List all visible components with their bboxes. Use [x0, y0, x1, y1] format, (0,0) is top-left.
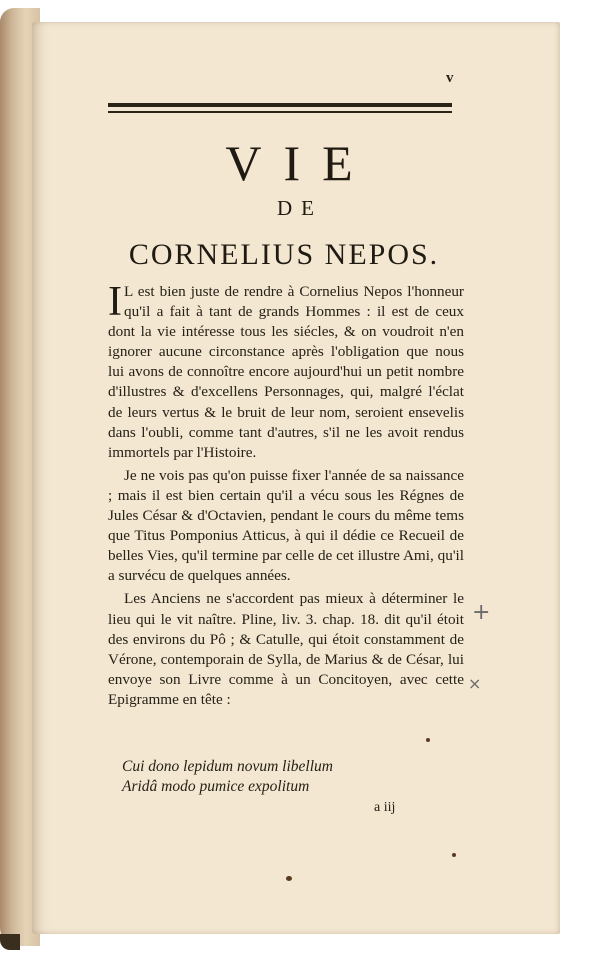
- title-name: CORNELIUS NEPOS.: [128, 238, 440, 271]
- foxing-spot: [286, 876, 292, 881]
- quote-line-2: Aridâ modo pumice expolitum: [122, 778, 310, 795]
- epigram-quote: [122, 757, 333, 797]
- paragraph-2: Je ne vois pas qu'on puisse fixer l'année de sa naissance ; mais il est bien certain qu'il a vécu sous les Régnes de Jules César & d'Octavien, pendant le cours du même tems que Titus Pomponius Atticus, à qui il dédie ce Recueil de belles Vies, qu'il termine par celle de cet illustre Ami, qu'il a survécu de quelques années.: [108, 466, 464, 585]
- header-rule-thick: [108, 103, 452, 107]
- pencil-x-mark: ×: [468, 674, 482, 693]
- foxing-spot: [452, 853, 456, 857]
- signature-mark: a iij: [374, 800, 396, 815]
- quote-line-1: Cui dono lepidum novum libellum: [122, 758, 333, 775]
- drop-cap: I: [108, 279, 122, 325]
- body-text: [108, 279, 464, 710]
- title-vie: VIE: [225, 135, 375, 191]
- paragraph-3: Les Anciens ne s'accordent pas mieux à déterminer le lieu qui le vit naître. Pline, liv. 3. chap. 18. dit qu'il étoit des environs du Pô ; & Catulle, qui étoit constamment de Vérone, contemporain de Sylla, de Marius & de César, lui envoye son Livre comme à un Concitoyen, avec cette Epigramme en tête :: [108, 590, 464, 708]
- foxing-spot: [426, 738, 430, 742]
- paragraph-1-text: L est bien juste de rendre à Cornelius Nepos l'honneur qu'il a fait à tant de grands Hommes : il est de ceux dont la vie intéresse tous les siécles, & on voudroit n'en ignorer aucune circonstance après l'obligation que nous lui avons de connoître encore aujourd'hui un petit nombre d'illustres & d'excellens Personnages, qui, malgré l'éclat de leurs vertus & le bruit de leur nom, seroient ensevelis dans l'oubli, comme tant d'autres, s'il ne les avoit rendus immortels par l'Histoire.: [108, 283, 464, 461]
- paragraph-1: [108, 279, 464, 463]
- header-rule-thin: [108, 111, 452, 113]
- page-number: v: [446, 70, 454, 86]
- pencil-plus-mark: +: [472, 600, 491, 625]
- title-de: DE: [277, 196, 323, 220]
